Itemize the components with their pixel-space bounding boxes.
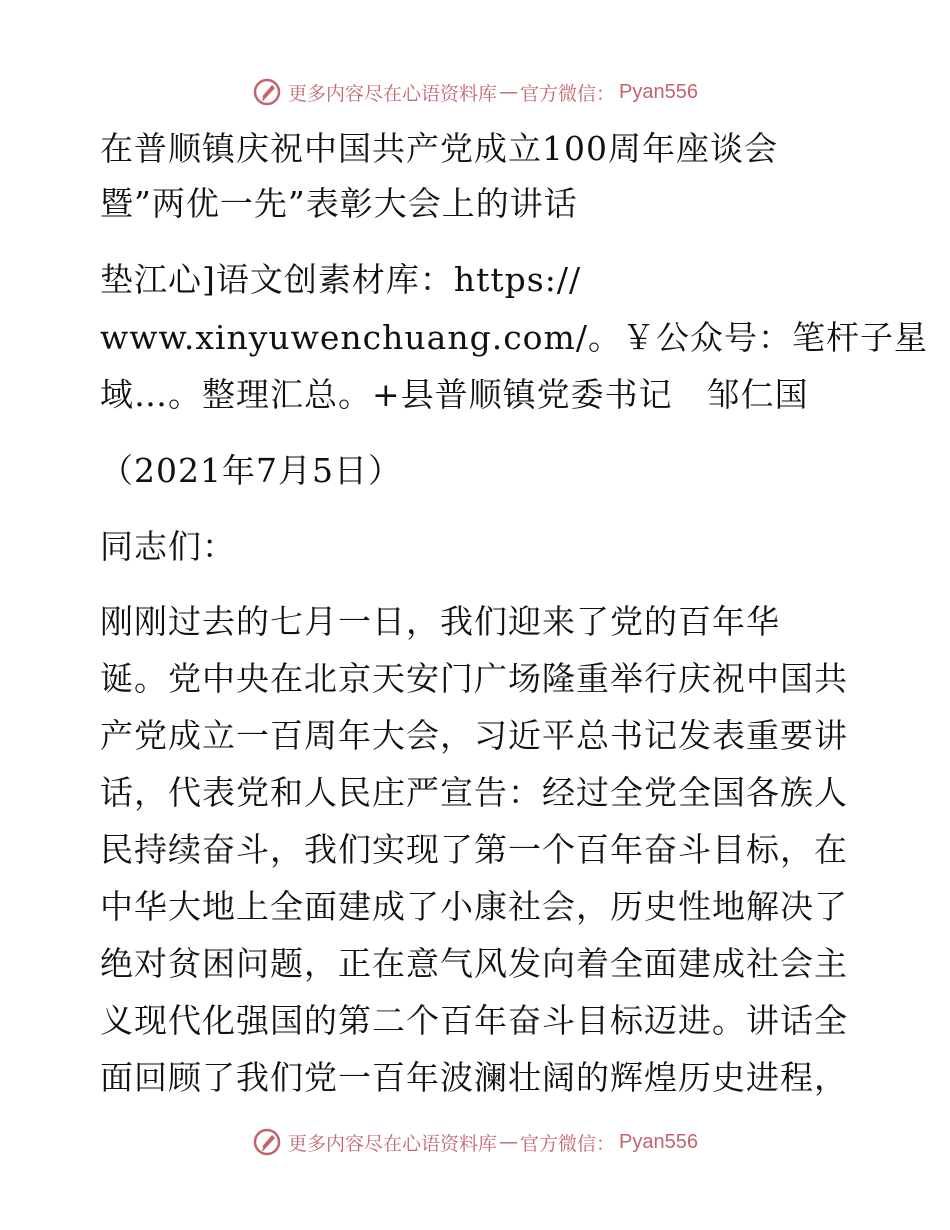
- body-line: 面回顾了我们党一百年波澜壮阔的辉煌历史进程，: [100, 1058, 848, 1097]
- banner-separator: —: [499, 1131, 519, 1153]
- wechat-id: Pyan556: [619, 1130, 698, 1153]
- body-line: 话，代表党和人民庄严宣告：经过全党全国各族人: [100, 773, 848, 812]
- title-line-1: 在普顺镇庆祝中国共产党成立100周年座谈会: [100, 129, 778, 168]
- body-line: 刚刚过去的七月一日，我们迎来了党的百年华: [100, 602, 780, 641]
- wechat-label: 官方微信：: [520, 82, 616, 105]
- body-line: 产党成立一百周年大会，习近平总书记发表重要讲: [100, 716, 848, 755]
- promo-text: 更多内容尽在心语资料库: [288, 1132, 498, 1155]
- body-line: 义现代化强国的第二个百年奋斗目标迈进。讲话全: [100, 1001, 848, 1040]
- banner-separator: —: [499, 81, 519, 103]
- date-line: （2021年7月5日）: [100, 451, 402, 490]
- body-line: 绝对贫困问题，正在意气风发向着全面建成社会主: [100, 944, 848, 983]
- source-line-2: www.xinyuwenchuang.com/。￥公众号：笔杆子星: [100, 318, 928, 357]
- body-line: 民持续奋斗，我们实现了第一个百年奋斗目标，在: [100, 830, 848, 869]
- pen-logo-icon: [252, 77, 282, 107]
- header-banner: [0, 72, 950, 112]
- source-line-3: 域…。整理汇总。+县普顺镇党委书记 邹仁国: [100, 375, 809, 414]
- promo-text: 更多内容尽在心语资料库: [288, 82, 498, 105]
- footer-banner: [0, 1122, 950, 1162]
- salutation: 同志们：: [100, 527, 236, 566]
- source-line-1: 垫江心]语文创素材库：https://: [100, 260, 582, 299]
- body-line: 中华大地上全面建成了小康社会，历史性地解决了: [100, 887, 848, 926]
- title-line-2: 暨”两优一先”表彰大会上的讲话: [100, 184, 578, 223]
- pen-logo-icon: [252, 1127, 282, 1157]
- wechat-id: Pyan556: [619, 80, 698, 103]
- wechat-label: 官方微信：: [520, 1132, 616, 1155]
- body-line: 诞。党中央在北京天安门广场隆重举行庆祝中国共: [100, 659, 848, 698]
